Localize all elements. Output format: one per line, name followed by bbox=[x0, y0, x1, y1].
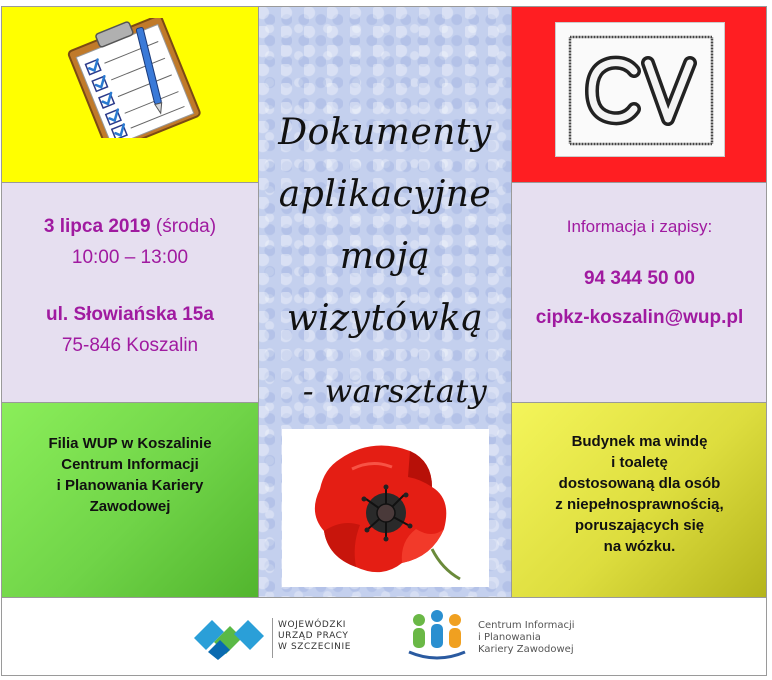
accessibility-block bbox=[512, 431, 767, 557]
venue-block bbox=[2, 433, 258, 517]
accessibility-line-5: poruszających się bbox=[574, 517, 705, 534]
title-line-3: moją bbox=[339, 236, 431, 277]
poppy-image-frame bbox=[282, 429, 489, 587]
divider bbox=[512, 402, 767, 403]
divider bbox=[2, 402, 258, 403]
contact-phone: 94 344 50 00 bbox=[584, 268, 695, 289]
event-postal: 75-846 Koszalin bbox=[61, 335, 199, 356]
divider bbox=[2, 597, 767, 598]
venue-line-1: Filia WUP w Koszalinie bbox=[48, 435, 212, 452]
venue-line-3: i Planowania Kariery bbox=[56, 477, 204, 494]
venue-line-2: Centrum Informacji bbox=[61, 456, 199, 473]
title-line-1: Dokumenty bbox=[278, 112, 492, 153]
divider bbox=[512, 182, 767, 183]
wup-line-2: URZĄD PRACY bbox=[278, 631, 349, 641]
wup-line-3: W SZCZECINIE bbox=[278, 642, 351, 652]
title-line-4: wizytówką bbox=[286, 298, 484, 339]
contact-heading: Informacja i zapisy: bbox=[566, 217, 713, 236]
accessibility-line-4: z niepełnosprawnością, bbox=[555, 496, 724, 513]
contact-email[interactable]: cipkz-koszalin@wup.pl bbox=[535, 307, 744, 328]
event-weekday: (środa) bbox=[150, 216, 217, 237]
clipboard-checklist-icon bbox=[52, 18, 212, 138]
event-street: ul. Słowiańska 15a bbox=[46, 304, 214, 325]
accessibility-line-6: na wózku. bbox=[603, 538, 676, 555]
cipkz-logo-text bbox=[478, 620, 575, 656]
poppy-flower-image bbox=[282, 429, 489, 587]
divider bbox=[2, 182, 258, 183]
event-date bbox=[2, 216, 258, 238]
cv-icon bbox=[556, 23, 726, 158]
cipkz-line-3: Kariery Zawodowej bbox=[478, 644, 574, 655]
wup-logo-icon bbox=[190, 612, 270, 662]
footer bbox=[2, 597, 767, 676]
contact-panel bbox=[512, 182, 767, 402]
accessibility-line-1: Budynek ma windę bbox=[571, 433, 708, 450]
event-details-panel bbox=[2, 182, 258, 402]
title-line-5: - warsztaty bbox=[302, 372, 488, 410]
accessibility-line-3: dostosowaną dla osób bbox=[558, 475, 721, 492]
cv-card bbox=[555, 22, 725, 157]
cipkz-logo-icon bbox=[405, 608, 471, 666]
logo-divider bbox=[272, 618, 273, 658]
cipkz-line-2: i Planowania bbox=[478, 632, 541, 643]
cipkz-line-1: Centrum Informacji bbox=[478, 620, 575, 631]
wup-line-1: WOJEWÓDZKI bbox=[278, 620, 346, 630]
accessibility-line-2: i toaletę bbox=[611, 454, 668, 471]
venue-line-4: Zawodowej bbox=[89, 498, 171, 515]
title-line-2: aplikacyjne bbox=[278, 174, 492, 215]
event-date-bold: 3 lipca 2019 bbox=[43, 216, 151, 237]
event-time: 10:00 – 13:00 bbox=[71, 247, 189, 268]
wup-logo-text bbox=[278, 620, 351, 653]
